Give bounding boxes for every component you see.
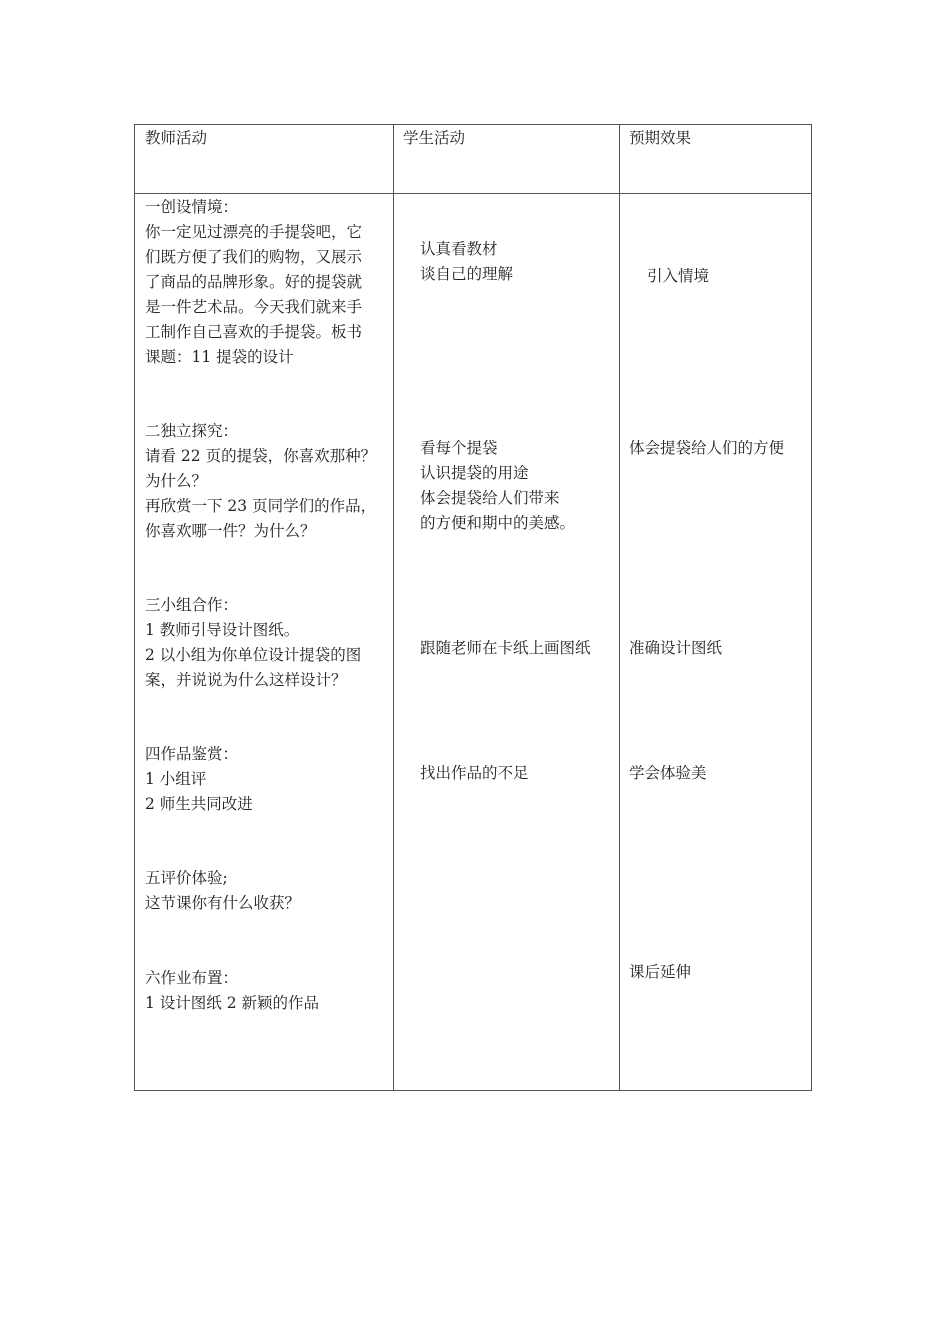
student-section-1 bbox=[420, 237, 513, 287]
student-section-4 bbox=[420, 761, 529, 786]
teacher-s2-line: 为什么？ bbox=[145, 472, 208, 490]
teacher-s4-line: 1 小组评 bbox=[145, 770, 207, 788]
teacher-s3-line: 三小组合作： bbox=[145, 596, 239, 614]
teacher-s2-line: 再欣赏一下 23 页同学们的作品， bbox=[145, 497, 377, 515]
teacher-s1-line: 你一定见过漂亮的手提袋吧，它 bbox=[145, 223, 363, 241]
teacher-s1-line: 一创设情境： bbox=[145, 198, 239, 216]
effect-section-6 bbox=[629, 960, 691, 985]
teacher-section-3 bbox=[145, 593, 361, 693]
student-s1-line: 谈自己的理解 bbox=[420, 265, 514, 283]
effect-section-1 bbox=[647, 264, 709, 289]
teacher-s2-line: 你喜欢哪一件？为什么？ bbox=[145, 522, 316, 540]
teacher-s5-line: 这节课你有什么收获？ bbox=[145, 894, 301, 912]
column-divider bbox=[619, 125, 620, 1090]
teacher-s4-line: 2 师生共同改进 bbox=[145, 795, 253, 813]
effect-s1-text: 引入情境 bbox=[647, 267, 710, 285]
teacher-s6-line: 1 设计图纸 2 新颖的作品 bbox=[145, 994, 320, 1012]
lesson-plan-table bbox=[134, 124, 812, 1091]
teacher-s1-line: 工制作自己喜欢的手提袋。板书 bbox=[145, 323, 363, 341]
teacher-s1-line: 了商品的品牌形象。好的提袋就 bbox=[145, 273, 363, 291]
teacher-s2-line: 请看 22 页的提袋，你喜欢那种？ bbox=[145, 447, 377, 465]
teacher-s1-line: 是一件艺术品。今天我们就来手 bbox=[145, 298, 363, 316]
student-s4-line: 找出作品的不足 bbox=[420, 764, 529, 782]
student-s2-line: 的方便和期中的美感。 bbox=[420, 514, 576, 532]
teacher-s1-line: 课题：11 提袋的设计 bbox=[145, 348, 294, 366]
student-s1-line: 认真看教材 bbox=[420, 240, 498, 258]
header-student-activity: 学生活动 bbox=[403, 129, 466, 147]
column-divider bbox=[393, 125, 394, 1090]
teacher-section-5 bbox=[145, 866, 300, 916]
teacher-s1-line: 们既方便了我们的购物，又展示 bbox=[145, 248, 363, 266]
teacher-section-1 bbox=[145, 195, 362, 370]
effect-s3-text: 准确设计图纸 bbox=[629, 639, 723, 657]
teacher-s2-line: 二独立探究： bbox=[145, 422, 239, 440]
student-s2-line: 看每个提袋 bbox=[420, 439, 498, 457]
header-expected-effect: 预期效果 bbox=[629, 129, 692, 147]
teacher-section-4 bbox=[145, 742, 253, 817]
student-s2-line: 认识提袋的用途 bbox=[420, 464, 529, 482]
effect-section-3 bbox=[629, 636, 722, 661]
header-teacher-activity: 教师活动 bbox=[145, 129, 208, 147]
effect-s4-text: 学会体验美 bbox=[629, 764, 707, 782]
teacher-s3-line: 2 以小组为你单位设计提袋的图 bbox=[145, 646, 362, 664]
effect-section-2 bbox=[629, 436, 784, 461]
header-divider bbox=[135, 193, 811, 194]
effect-section-4 bbox=[629, 761, 707, 786]
teacher-s6-line: 六作业布置： bbox=[145, 969, 239, 987]
teacher-s3-line: 案，并说说为什么这样设计？ bbox=[145, 671, 347, 689]
student-s3-line: 跟随老师在卡纸上画图纸 bbox=[420, 639, 591, 657]
teacher-section-6 bbox=[145, 966, 319, 1016]
teacher-s3-line: 1 教师引导设计图纸。 bbox=[145, 621, 300, 639]
student-s2-line: 体会提袋给人们带来 bbox=[420, 489, 560, 507]
teacher-s4-line: 四作品鉴赏： bbox=[145, 745, 239, 763]
student-section-2 bbox=[420, 436, 575, 536]
teacher-section-2 bbox=[145, 419, 376, 544]
teacher-s5-line: 五评价体验; bbox=[145, 869, 228, 887]
student-section-3 bbox=[420, 636, 591, 661]
effect-s6-text: 课后延伸 bbox=[629, 963, 692, 981]
effect-s2-text: 体会提袋给人们的方便 bbox=[629, 439, 785, 457]
